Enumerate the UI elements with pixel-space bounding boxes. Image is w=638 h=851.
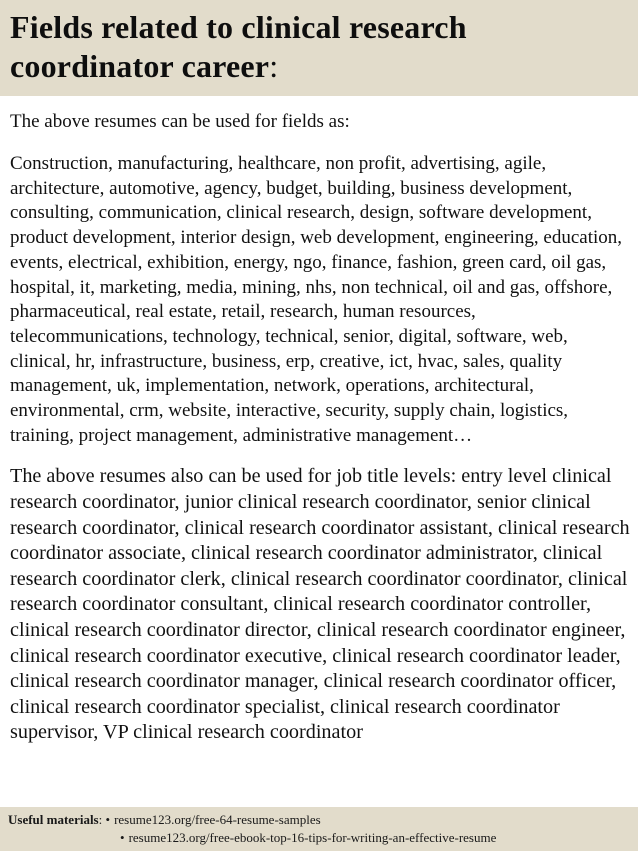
title-colon: : [269, 48, 279, 84]
footer-label: Useful materials [8, 812, 99, 827]
footer-row-1 [8, 811, 630, 829]
bullet-icon: • [105, 812, 111, 827]
title-line-2: coordinator career [10, 48, 270, 84]
footer-row-2 [8, 829, 630, 847]
bullet-icon: • [120, 830, 125, 845]
job-levels-text: The above resumes also can be used for job title levels: entry level clinical research coordinator, junior clinical research coordinator, senior clinical research coordinator, clinical research coordinator assistant, clinical research coordinator associate, clinical research coordinator administrator, clinical research coordinator clerk, clinical research coordinator coordinator, clinical research coordinator consultant, clinical research coordinator controller, clinical research coordinator director, clinical research coordinator engineer, clinical research coordinator executive, clinical research coordinator leader, clinical research coordinator manager, clinical research coordinator officer, clinical research coordinator specialist, clinical research coordinator supervisor, VP clinical research coordinator [10, 465, 630, 744]
title-line-1: Fields related to clinical research [10, 9, 467, 45]
intro-text: The above resumes can be used for fields as: [10, 111, 350, 132]
footer-link-samples[interactable]: resume123.org/free-64-resume-samples [114, 812, 321, 827]
footer [0, 807, 638, 851]
content-area [10, 110, 632, 807]
footer-link-ebook[interactable]: resume123.org/free-ebook-top-16-tips-for-writing-an-effective-resume [128, 830, 497, 845]
page-title [10, 8, 626, 86]
footer-separator: : [98, 812, 103, 827]
fields-list: Construction, manufacturing, healthcare, non profit, advertising, agile, architecture, automotive, agency, budget, building, business development, consulting, communication, clinical research, design, software development, product development, interior design, web development, engineering, education, events, electrical, exhibition, energy, ngo, finance, fashion, green card, oil gas, hospital, it, marketing, media, mining, nhs, non technical, oil and gas, offshore, pharmaceutical, real estate, retail, research, human resources, telecommunications, technology, technical, senior, digital, software, web, clinical, hr, infrastructure, business, erp, creative, ict, hvac, sales, quality management, uk, implementation, network, operations, architectural, environmental, crm, website, interactive, security, supply chain, logistics, training, project management, administrative management… [10, 153, 623, 446]
title-bar [0, 0, 638, 96]
